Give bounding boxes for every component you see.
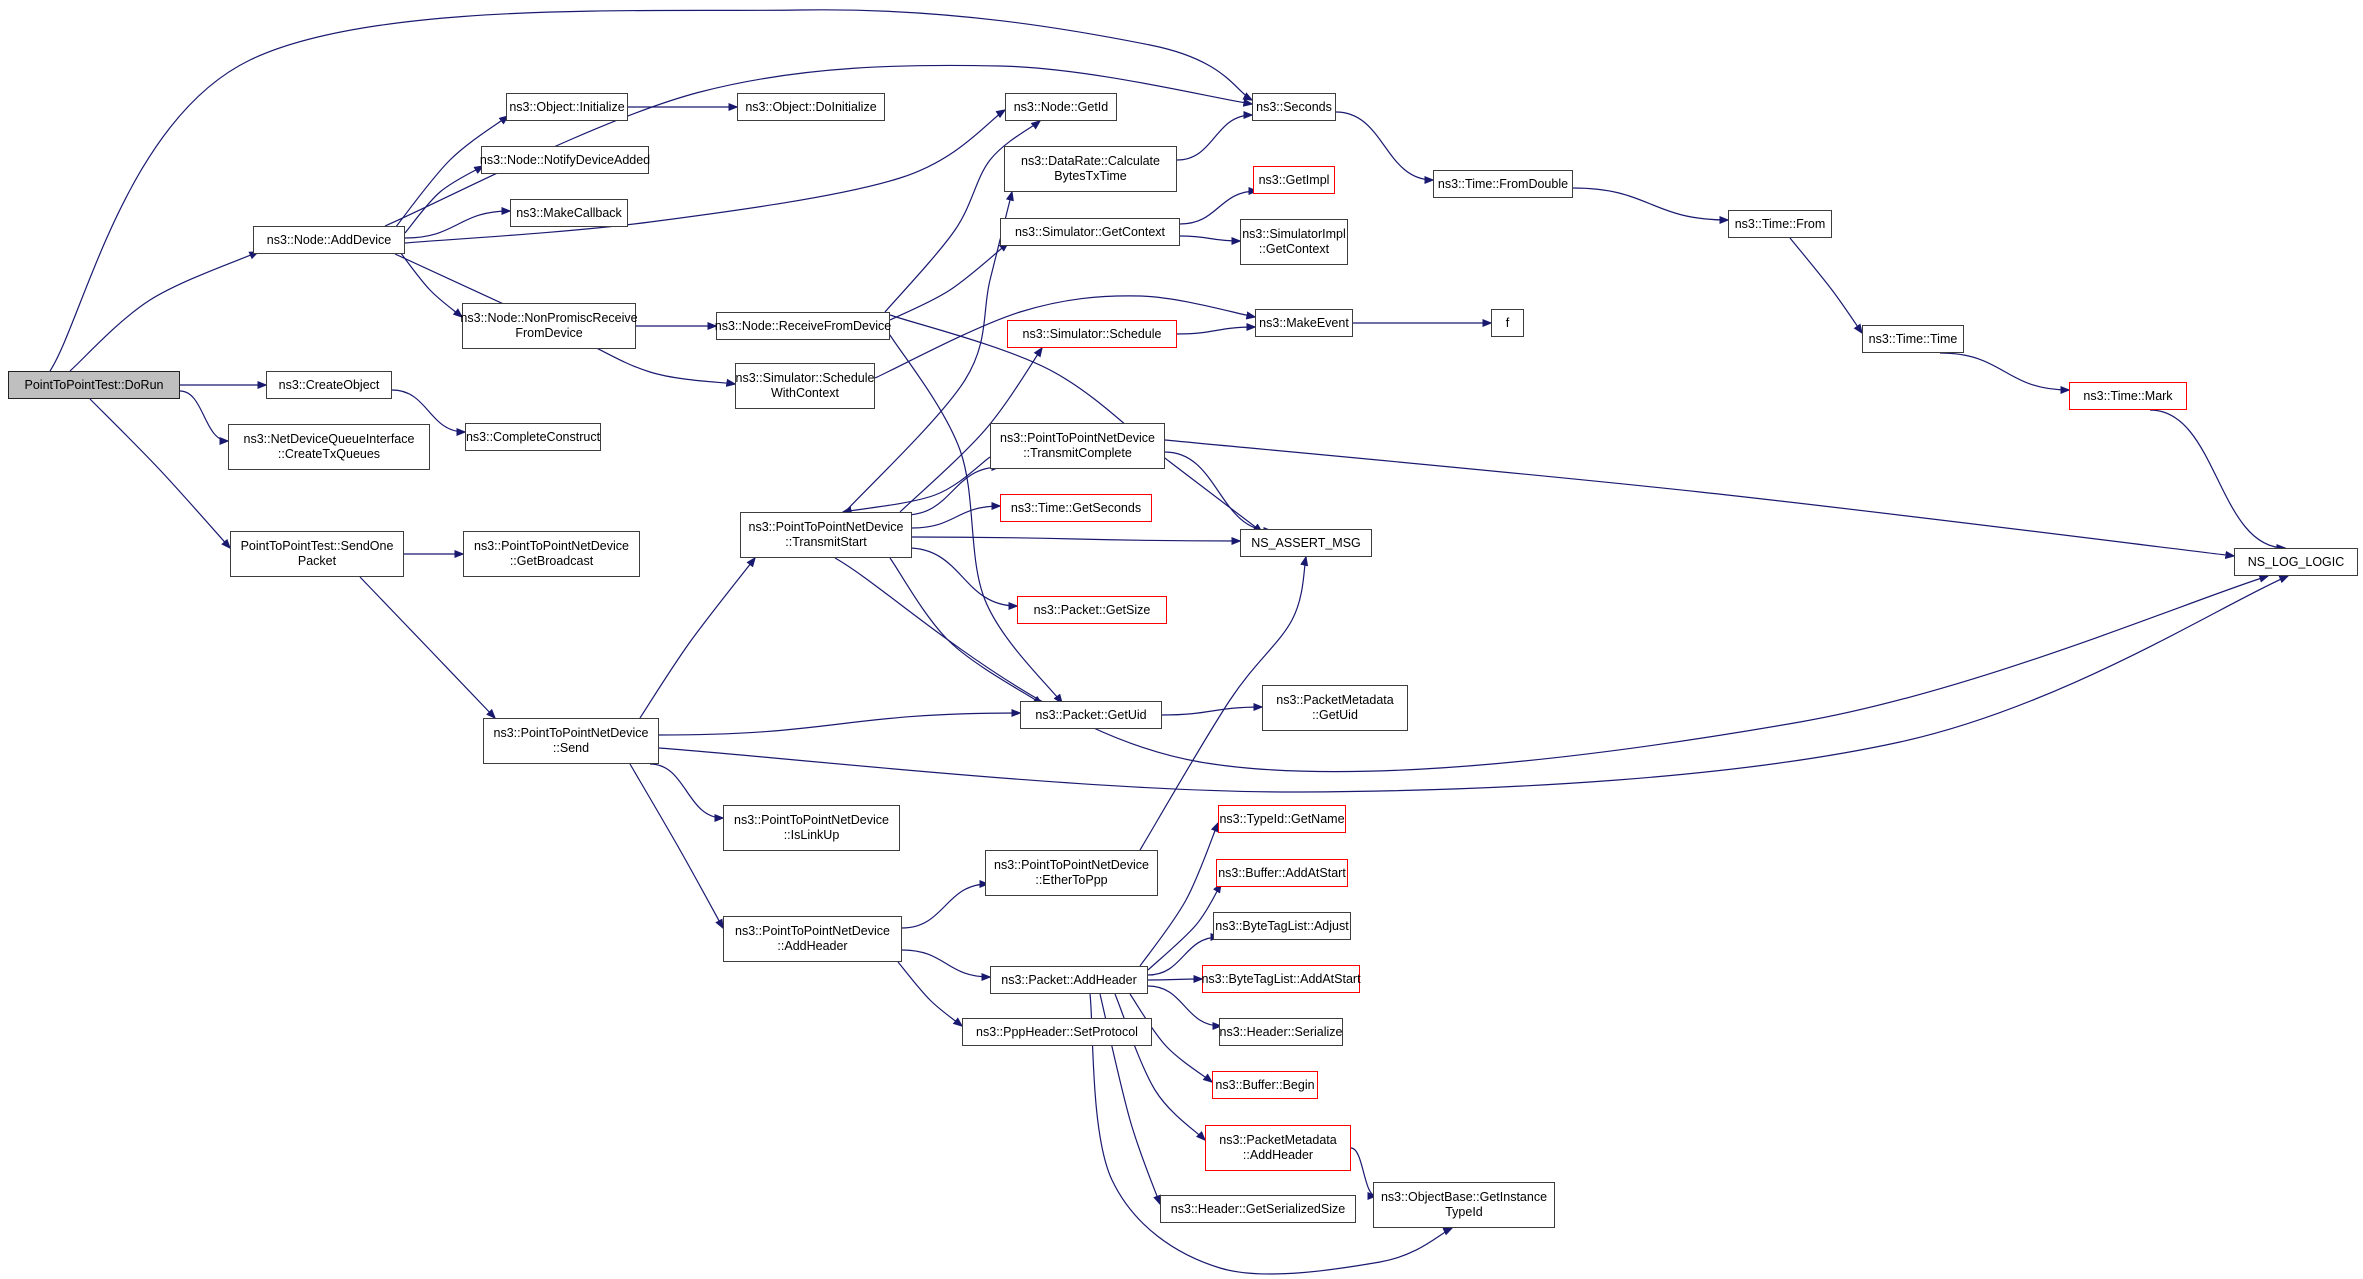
graph-node-label: PointToPointTest::SendOne — [240, 539, 394, 554]
graph-node-label: ns3::PppHeader::SetProtocol — [976, 1024, 1138, 1039]
edge-transmitStart-to-timeGetSeconds — [912, 506, 1000, 528]
graph-node-pmAddHeader[interactable] — [1205, 1125, 1351, 1171]
graph-node-label: ::AddHeader — [1242, 1148, 1314, 1162]
graph-node-createObject[interactable] — [266, 371, 392, 399]
edge-packetAddHeader-to-byteTagAddAtStart — [1148, 979, 1202, 980]
graph-node-addDevice[interactable] — [253, 226, 405, 254]
graph-node-label: ns3::MakeEvent — [1259, 315, 1349, 330]
graph-node-makeEvent[interactable] — [1255, 309, 1353, 337]
graph-node-label: ::EtherToPpp — [1035, 873, 1108, 887]
edge-timeFrom-to-timeTime — [1790, 238, 1862, 333]
edge-simGetContext-to-simImplGetContext — [1180, 236, 1240, 241]
graph-node-getImpl[interactable] — [1253, 166, 1335, 194]
graph-node-packetAddHeader[interactable] — [990, 966, 1148, 994]
graph-node-label: ns3::Time::Time — [1868, 331, 1958, 346]
graph-node-label: ns3::Time::GetSeconds — [1010, 500, 1142, 515]
graph-node-label: ::GetContext — [1258, 242, 1330, 256]
graph-node-label: ns3::PointToPointNetDevice — [474, 539, 629, 554]
graph-node-label: ns3::Buffer::Begin — [1215, 1077, 1315, 1092]
graph-node-label: WithContext — [770, 386, 840, 400]
graph-node-label: ::GetBroadcast — [509, 554, 594, 568]
graph-node-byteTagAdjust[interactable] — [1213, 912, 1351, 940]
graph-node-label: ::TransmitComplete — [1023, 446, 1132, 460]
graph-node-label: ns3::Node::ReceiveFromDevice — [714, 318, 892, 333]
graph-node-typeIdGetName[interactable] — [1218, 805, 1346, 833]
graph-node-simGetContext[interactable] — [1000, 218, 1180, 246]
graph-node-nodeGetId[interactable] — [1005, 93, 1117, 121]
graph-node-simImplGetContext[interactable] — [1240, 219, 1348, 265]
graph-node-label: ns3::Header::GetSerializedSize — [1170, 1201, 1346, 1216]
graph-node-label: ns3::Node::GetId — [1013, 99, 1109, 114]
graph-node-schedule[interactable] — [1007, 320, 1177, 348]
graph-node-label: ns3::CompleteConstruct — [465, 429, 601, 444]
graph-node-label: ns3::TypeId::GetName — [1219, 811, 1345, 826]
graph-node-label: ns3::Simulator::GetContext — [1014, 224, 1166, 239]
edge-addDevice-to-nonPromisc — [400, 252, 462, 317]
graph-node-bufferBegin[interactable] — [1212, 1071, 1318, 1099]
graph-node-bufferAddAtStart[interactable] — [1216, 859, 1348, 887]
graph-node-packetGetUid[interactable] — [1020, 701, 1162, 729]
graph-node-label: ns3::Seconds — [1256, 99, 1332, 114]
edge-transmitComplete-to-nsAssertMsg — [1165, 452, 1272, 531]
graph-node-label: ns3::Simulator::Schedule — [1022, 326, 1162, 341]
edge-send-to-packetGetUid — [659, 713, 1020, 735]
graph-node-calcBytes[interactable] — [1004, 146, 1177, 192]
edge-doRun-to-sendOnePacket — [90, 399, 230, 548]
graph-node-nsAssertMsg[interactable] — [1240, 529, 1372, 557]
graph-node-label: ns3::Time::FromDouble — [1437, 176, 1569, 191]
graph-node-timeFromDouble[interactable] — [1433, 170, 1573, 198]
graph-node-label: TypeId — [1445, 1205, 1483, 1219]
graph-node-seconds[interactable] — [1252, 93, 1336, 121]
graph-node-getInstanceTypeId[interactable] — [1373, 1182, 1555, 1228]
edge-doRun-to-addDevice — [70, 252, 258, 371]
graph-node-label: ns3::Time::From — [1734, 216, 1826, 231]
graph-node-notifyDeviceAdded[interactable] — [481, 146, 649, 174]
graph-node-makeCallback[interactable] — [510, 199, 628, 227]
graph-node-timeGetSeconds[interactable] — [1000, 494, 1152, 522]
graph-node-pmGetUid[interactable] — [1262, 685, 1408, 731]
graph-node-headerSerialize[interactable] — [1219, 1018, 1343, 1046]
graph-node-byteTagAddAtStart[interactable] — [1202, 965, 1360, 993]
edge-p2pAddHeader-to-packetAddHeader — [902, 950, 990, 977]
graph-node-fNode[interactable] — [1491, 309, 1524, 337]
graph-node-label: ns3::PointToPointNetDevice — [994, 858, 1149, 873]
graph-node-sendOnePacket[interactable] — [230, 531, 404, 577]
graph-node-label: ns3::SimulatorImpl — [1242, 227, 1346, 242]
graph-node-label: ns3::Node::NotifyDeviceAdded — [479, 152, 651, 167]
graph-node-label: FromDevice — [515, 326, 583, 340]
graph-node-send[interactable] — [483, 718, 659, 764]
edge-transmitStart-to-nsLogLogic — [835, 558, 2268, 772]
graph-node-label: ns3::PointToPointNetDevice — [748, 520, 904, 535]
graph-node-label: NS_LOG_LOGIC — [2247, 554, 2345, 569]
graph-node-label: ::CreateTxQueues — [277, 447, 381, 461]
graph-node-label: ns3::Object::Initialize — [509, 99, 625, 114]
graph-node-label: ns3::MakeCallback — [516, 205, 622, 220]
graph-node-label: ns3::Packet::GetSize — [1033, 602, 1151, 617]
edge-packetGetUid-to-pmGetUid — [1162, 707, 1262, 715]
graph-node-timeMark[interactable] — [2069, 382, 2187, 410]
graph-node-label: ns3::ByteTagList::Adjust — [1215, 918, 1349, 933]
graph-node-label: ns3::Node::NonPromiscReceive — [460, 311, 638, 326]
graph-node-label: ns3::Packet::GetUid — [1035, 707, 1147, 722]
graph-node-label: ns3::PacketMetadata — [1276, 693, 1394, 708]
graph-node-label: ::Send — [552, 741, 590, 755]
graph-node-completeConstruct[interactable] — [465, 423, 601, 451]
graph-node-label: ns3::ObjectBase::GetInstance — [1380, 1190, 1548, 1205]
graph-node-label: ns3::Node::AddDevice — [266, 232, 392, 247]
graph-node-label: NS_ASSERT_MSG — [1251, 535, 1361, 550]
graph-node-isLinkUp[interactable] — [723, 805, 900, 851]
graph-node-transmitComplete[interactable] — [990, 423, 1165, 469]
edge-send-to-transmitStart — [640, 558, 755, 718]
graph-node-label: ns3::Packet::AddHeader — [1001, 972, 1137, 987]
graph-node-label: ::TransmitStart — [785, 535, 867, 549]
edge-rfd-to-simGetContext — [890, 243, 1008, 320]
graph-node-nonPromisc[interactable] — [462, 303, 636, 349]
graph-node-label: ns3::PointToPointNetDevice — [1000, 431, 1155, 446]
edge-addDevice-to-nodeGetId — [405, 110, 1005, 243]
graph-node-label: ns3::PacketMetadata — [1219, 1133, 1337, 1148]
edge-send-to-p2pAddHeader — [630, 764, 723, 928]
graph-node-label: ns3::DataRate::Calculate — [1021, 154, 1160, 169]
edge-transmitStart-to-packetGetSize — [908, 548, 1017, 606]
edge-send-to-isLinkUp — [650, 764, 723, 818]
graph-node-label: ::IsLinkUp — [783, 828, 840, 842]
graph-node-swc[interactable] — [735, 363, 875, 409]
edge-schedule-to-makeEvent — [1177, 327, 1255, 334]
graph-node-label: ns3::PointToPointNetDevice — [493, 726, 649, 741]
graph-node-p2pAddHeader[interactable] — [723, 916, 902, 962]
graph-node-label: ns3::PointToPointNetDevice — [735, 924, 890, 939]
edge-addDevice-to-makeCallback — [405, 211, 510, 238]
graph-node-transmitStart[interactable] — [740, 512, 912, 558]
graph-node-label: ns3::PointToPointNetDevice — [734, 813, 889, 828]
graph-node-timeFrom[interactable] — [1728, 210, 1832, 238]
graph-node-etherToPpp[interactable] — [985, 850, 1158, 896]
graph-node-createTxQueues[interactable] — [228, 424, 430, 470]
edge-send-to-nsLogLogic — [659, 576, 2288, 792]
graph-node-label: f — [1505, 315, 1510, 330]
graph-node-label: ns3::GetImpl — [1258, 172, 1330, 187]
graph-node-label: ns3::Time::Mark — [2083, 388, 2173, 403]
graph-node-label: ns3::Header::Serialize — [1219, 1024, 1343, 1039]
edge-calcBytes-to-seconds — [1177, 115, 1252, 160]
graph-node-label: ns3::ByteTagList::AddAtStart — [1201, 971, 1361, 986]
edge-transmitStart-to-transmitComplete — [905, 467, 1000, 515]
graph-node-rfd[interactable] — [716, 312, 890, 340]
edge-timeFromDouble-to-timeFrom — [1573, 188, 1728, 220]
edge-doRun-to-createTxQueues — [180, 391, 228, 441]
edge-sendOnePacket-to-send — [360, 577, 495, 718]
edge-transmitStart-to-nsAssertMsg — [912, 537, 1240, 541]
graph-node-getSerializedSize[interactable] — [1160, 1195, 1356, 1223]
graph-node-packetGetSize[interactable] — [1017, 596, 1167, 624]
edge-seconds-to-timeFromDouble — [1336, 112, 1433, 180]
graph-node-getBroadcast[interactable] — [463, 531, 640, 577]
graph-node-objInitialize[interactable] — [506, 93, 628, 121]
graph-node-setProtocol[interactable] — [962, 1018, 1152, 1046]
edge-p2pAddHeader-to-etherToPpp — [902, 884, 988, 928]
graph-node-timeTime[interactable] — [1862, 325, 1964, 353]
graph-node-label: ::GetUid — [1312, 708, 1358, 722]
graph-node-label: Packet — [297, 554, 337, 568]
edge-timeTime-to-timeMark — [1940, 353, 2069, 390]
graph-node-doRun[interactable] — [8, 371, 180, 399]
edge-packetAddHeader-to-bufferAddAtStart — [1148, 884, 1221, 970]
edge-p2pAddHeader-to-setProtocol — [898, 962, 962, 1026]
graph-node-doInitialize[interactable] — [737, 93, 885, 121]
edge-group — [50, 10, 2288, 1274]
graph-node-label: ns3::Object::DoInitialize — [745, 99, 877, 114]
graph-node-nsLogLogic[interactable] — [2234, 548, 2358, 576]
graph-node-label: ns3::Simulator::Schedule — [735, 371, 875, 386]
graph-node-label: ns3::NetDeviceQueueInterface — [243, 432, 415, 447]
graph-node-label: ns3::Buffer::AddAtStart — [1218, 865, 1346, 880]
edge-timeMark-to-nsLogLogic — [2150, 410, 2285, 548]
graph-node-label: PointToPointTest::DoRun — [24, 377, 164, 392]
graph-node-label: ns3::CreateObject — [278, 377, 380, 392]
graph-node-label: ::AddHeader — [777, 939, 848, 953]
graph-node-label: BytesTxTime — [1054, 169, 1127, 183]
